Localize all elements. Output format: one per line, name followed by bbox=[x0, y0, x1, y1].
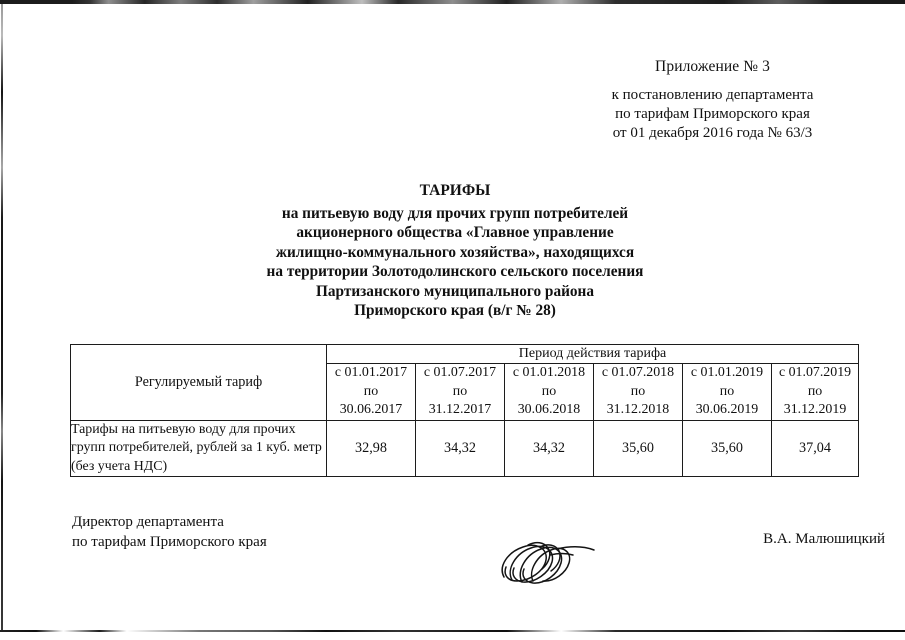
column-header-period-group: Период действия тарифа bbox=[327, 345, 859, 364]
period-4-to-label: по bbox=[630, 383, 646, 399]
reference-line-3: от 01 декабря 2016 года № 63/3 bbox=[612, 125, 813, 141]
period-1-to: 30.06.2017 bbox=[339, 402, 403, 417]
period-2-to: 31.12.2017 bbox=[428, 402, 492, 417]
row-description: Тарифы на питьевую воду для прочих групп потребителей, рублей за 1 куб. метр (без учета НДС) bbox=[71, 420, 327, 477]
period-6-to-label: по bbox=[807, 383, 823, 399]
column-header-period-3 bbox=[505, 364, 594, 421]
subtitle-line-5: Партизанского муниципального района bbox=[315, 282, 595, 300]
column-header-period-2 bbox=[416, 364, 505, 421]
reference-block bbox=[540, 86, 885, 143]
table-row bbox=[71, 420, 859, 477]
subtitle-line-1: на питьевую воду для прочих групп потребителей bbox=[281, 205, 629, 222]
period-4-to: 31.12.2018 bbox=[606, 402, 670, 417]
tariff-value-period-3: 34,32 bbox=[505, 420, 594, 477]
handwritten-signature-icon bbox=[488, 533, 618, 605]
signatory-position-line-1: Директор департамента bbox=[72, 514, 224, 530]
column-header-period-5 bbox=[683, 364, 772, 421]
column-header-regulated-tariff: Регулируемый тариф bbox=[71, 345, 327, 421]
period-3-from: с 01.01.2018 bbox=[512, 365, 586, 380]
period-2-from: с 01.07.2017 bbox=[423, 365, 497, 380]
subtitle-line-2: акционерного общества «Главное управление bbox=[296, 224, 614, 242]
document-subtitle bbox=[60, 204, 850, 320]
period-5-to-label: по bbox=[719, 383, 735, 399]
subtitle-line-3: жилищно-коммунального хозяйства», находящихся bbox=[275, 243, 635, 261]
reference-line-2: по тарифам Приморского края bbox=[615, 106, 810, 122]
period-4-from: с 01.07.2018 bbox=[601, 365, 675, 380]
period-3-to: 30.06.2018 bbox=[517, 402, 581, 417]
period-1-from: с 01.01.2017 bbox=[334, 365, 408, 380]
document-title: ТАРИФЫ bbox=[419, 182, 491, 199]
tariff-value-period-5: 35,60 bbox=[683, 420, 772, 477]
period-1-to-label: по bbox=[363, 383, 379, 399]
period-5-from: с 01.01.2019 bbox=[690, 365, 764, 380]
period-6-to: 31.12.2019 bbox=[783, 402, 847, 417]
period-6-from: с 01.07.2019 bbox=[778, 365, 852, 380]
subtitle-line-4: на территории Золотодолинского сельского поселения bbox=[266, 263, 644, 281]
signatory-position bbox=[72, 513, 267, 552]
signatory-name: В.А. Малюшицкий bbox=[763, 531, 885, 547]
tariff-value-period-6: 37,04 bbox=[772, 420, 859, 477]
reference-line-1: к постановлению департамента bbox=[611, 87, 814, 103]
column-header-period-4 bbox=[594, 364, 683, 421]
tariff-value-period-1: 32,98 bbox=[327, 420, 416, 477]
tariff-value-period-2: 34,32 bbox=[416, 420, 505, 477]
column-header-period-1 bbox=[327, 364, 416, 421]
period-2-to-label: по bbox=[452, 383, 468, 399]
signatory-position-line-2: по тарифам Приморского края bbox=[72, 533, 267, 550]
period-3-to-label: по bbox=[541, 383, 557, 399]
subtitle-line-6: Приморского края (в/г № 28) bbox=[354, 302, 556, 320]
column-header-period-6 bbox=[772, 364, 859, 421]
tariff-value-period-4: 35,60 bbox=[594, 420, 683, 477]
table-header-row-group bbox=[71, 345, 859, 364]
appendix-number: Приложение № 3 bbox=[655, 58, 770, 75]
tariff-table bbox=[70, 344, 859, 477]
period-5-to: 30.06.2019 bbox=[695, 402, 759, 417]
